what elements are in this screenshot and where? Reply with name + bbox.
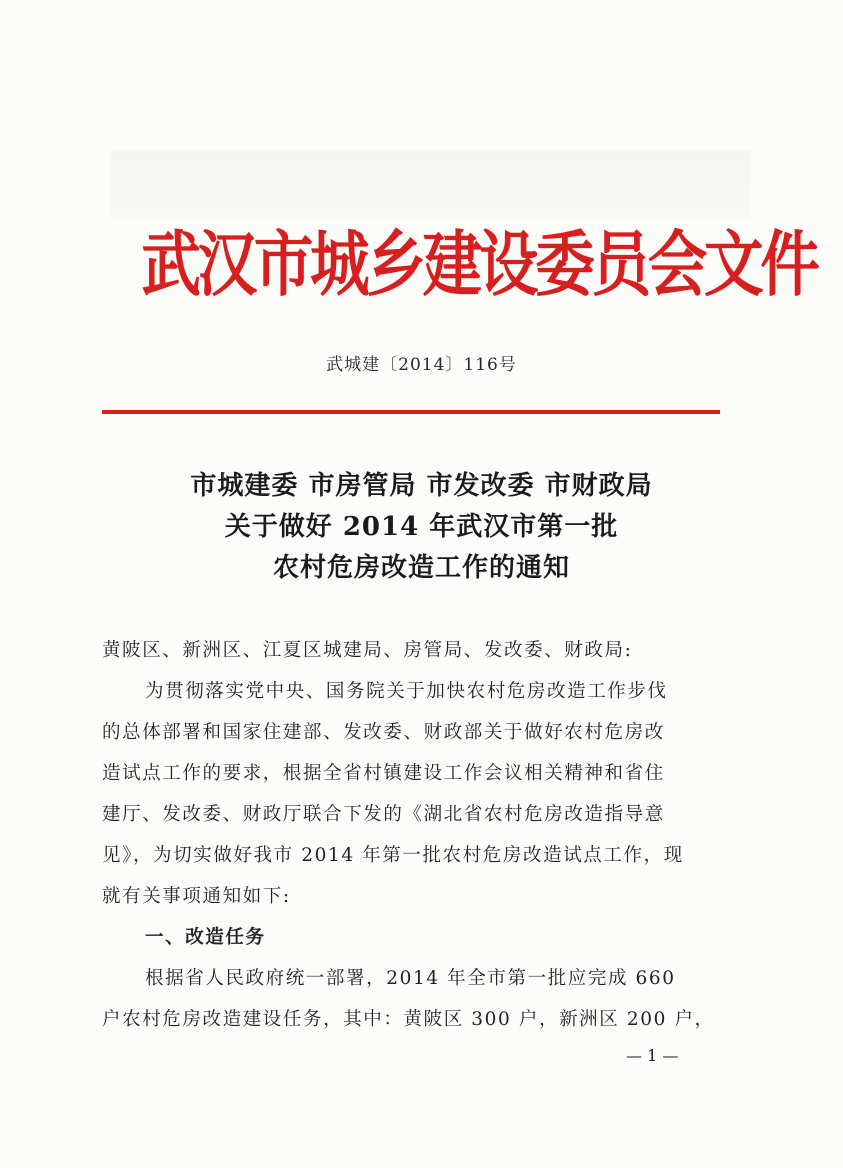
title-line-1: 市城建委 市房管局 市发改委 市财政局: [190, 471, 653, 501]
paragraph-1-line: 为贯彻落实党中央、国务院关于加快农村危房改造工作步伐: [145, 681, 668, 702]
paragraph-1-line: 就有关事项通知如下:: [102, 886, 291, 907]
section-1-heading: 一、改造任务: [145, 927, 266, 948]
paragraph-2-line: 根据省人民政府统一部署，2014 年全市第一批应完成 660: [145, 968, 676, 989]
document-masthead: 武汉市城乡建设委员会文件: [141, 222, 817, 306]
bleed-through-shadow: [110, 150, 750, 220]
paragraph-1-line: 建厅、发改委、财政厅联合下发的《湖北省农村危房改造指导意: [102, 804, 665, 825]
paragraph-1-line: 的总体部署和国家住建部、发改委、财政部关于做好农村危房改: [102, 722, 665, 743]
paragraph-1-line: 造试点工作的要求，根据全省村镇建设工作会议相关精神和省住: [102, 763, 665, 784]
title-line-3: 农村危房改造工作的通知: [272, 553, 570, 583]
paragraph-2-line: 户农村危房改造建设任务，其中：黄陂区 300 户，新洲区 200 户，: [102, 1009, 715, 1030]
paragraph-1-line: 见》，为切实做好我市 2014 年第一批农村危房改造试点工作，现: [102, 845, 684, 866]
document-number: 武城建〔2014〕116号: [326, 355, 517, 375]
page-number: — 1 —: [626, 1046, 679, 1065]
title-line-2: 关于做好 2014 年武汉市第一批: [224, 512, 619, 542]
recipients-line: 黄陂区、新洲区、江夏区城建局、房管局、发改委、财政局:: [102, 640, 633, 661]
red-divider-line: [102, 410, 720, 414]
